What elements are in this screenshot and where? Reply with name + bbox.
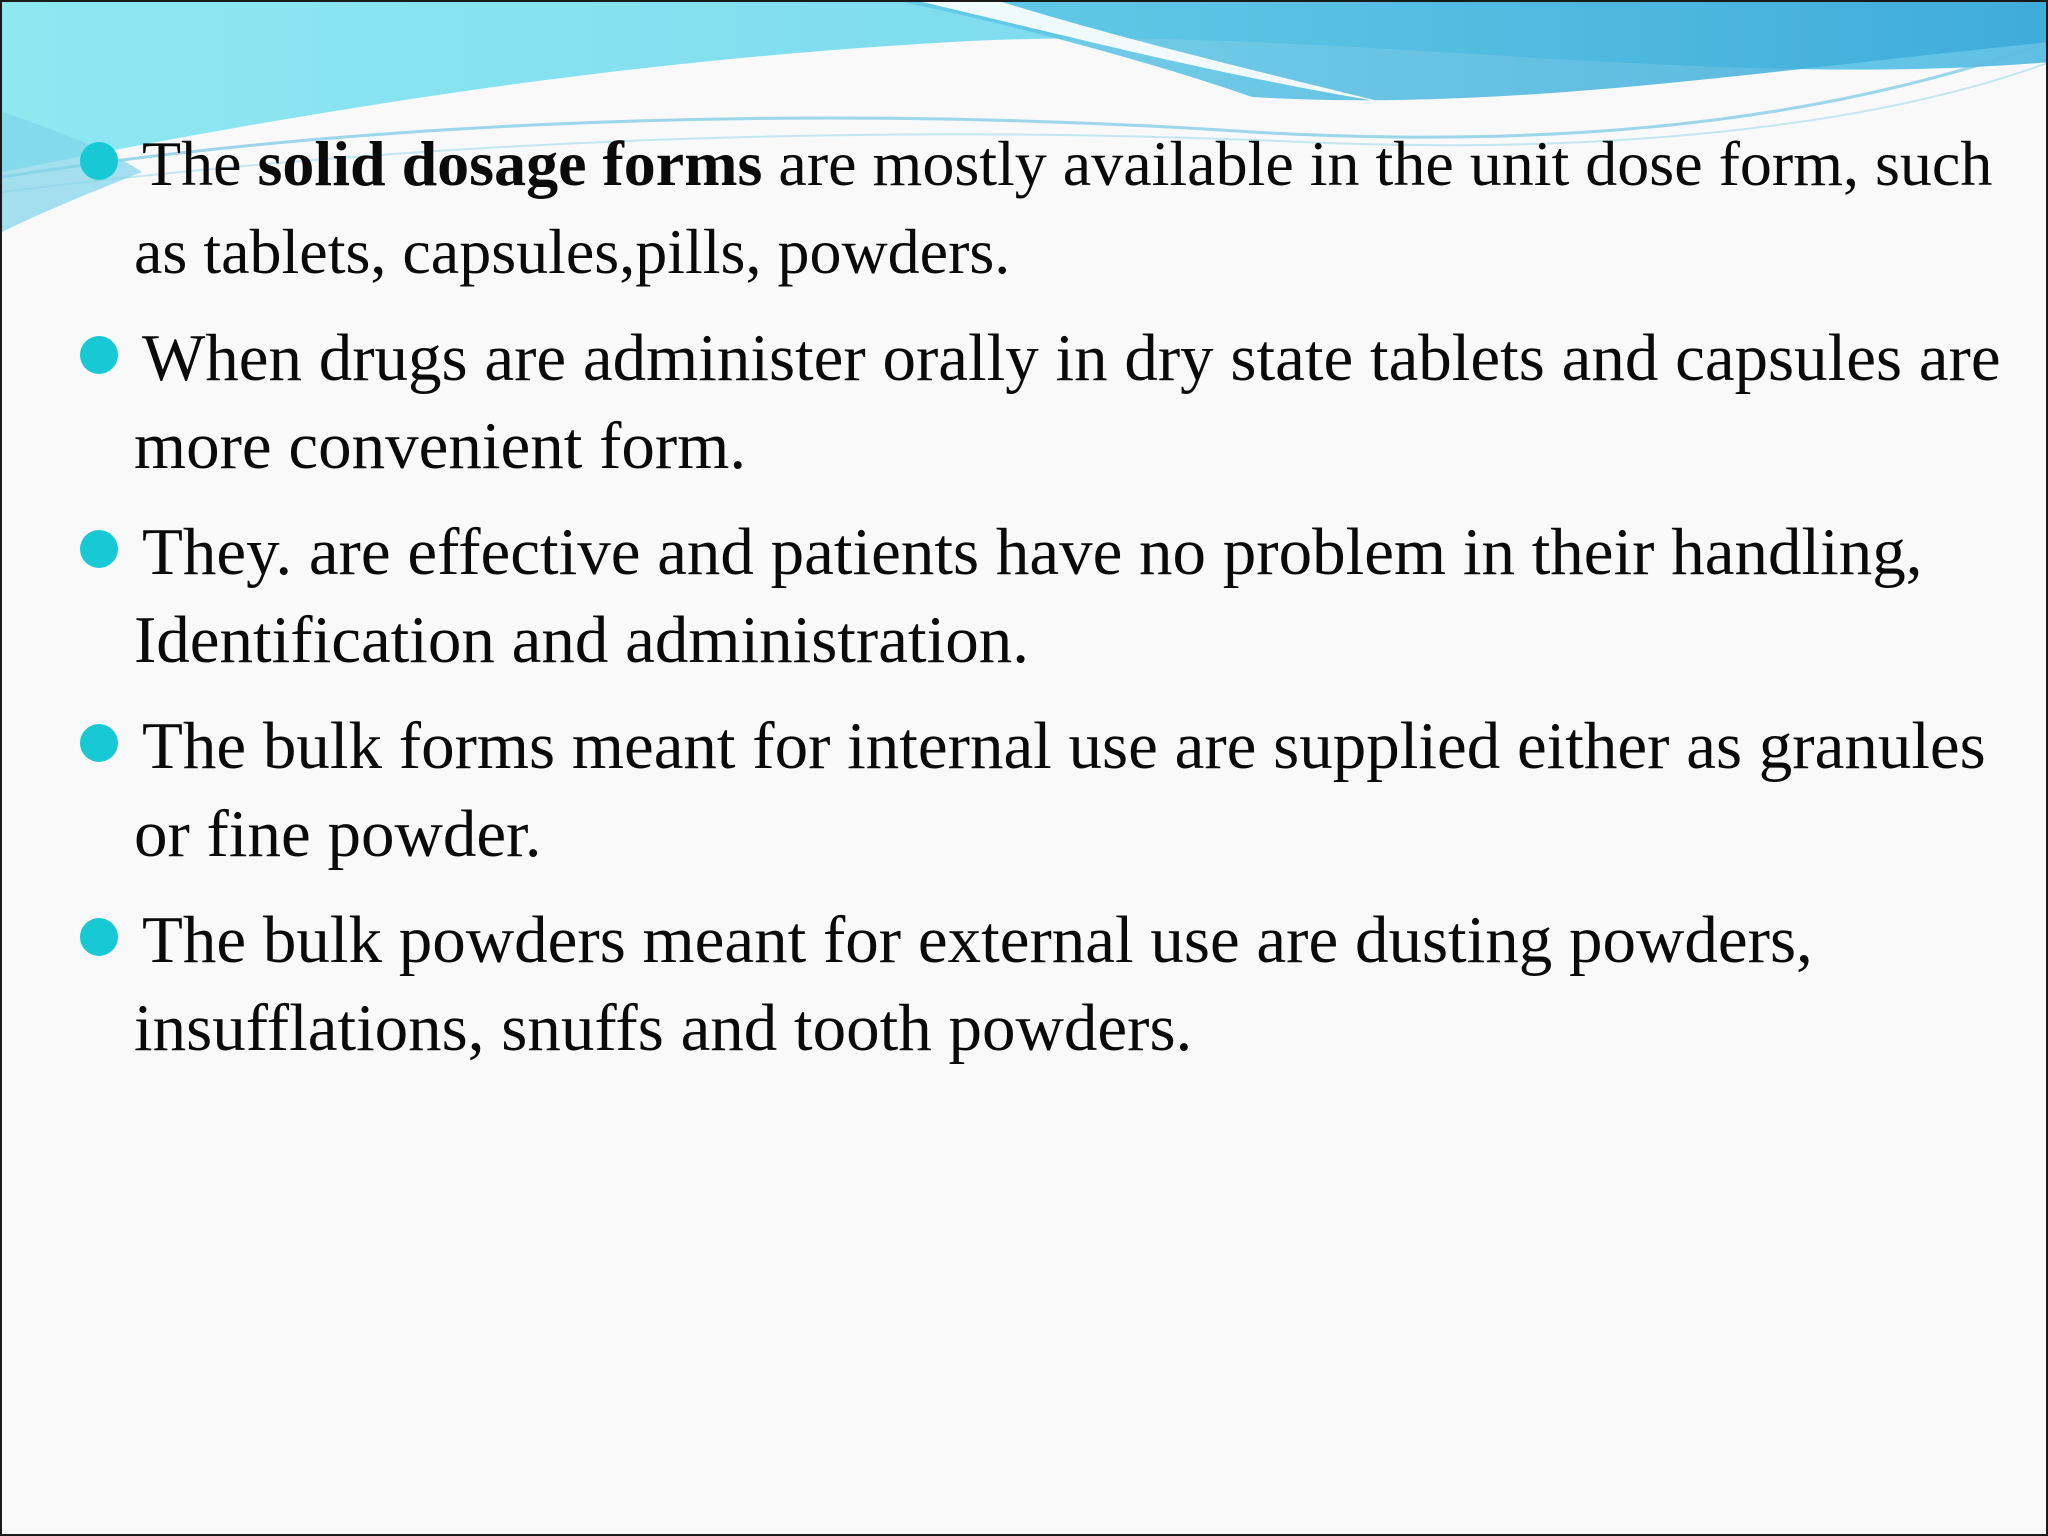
bullet-dot-icon	[80, 724, 118, 762]
bullet-text-pre: The	[142, 128, 258, 199]
bullet-list	[72, 120, 2022, 1090]
bullet-item	[72, 702, 2022, 878]
wave-right-band	[902, 2, 2048, 100]
bullet-dot-icon	[80, 336, 118, 374]
bullet-item	[72, 508, 2022, 684]
bullet-text-post: are mostly available in the unit dose form, such as tablets, capsules,pills, powders.	[134, 128, 1993, 287]
bullet-text: The bulk powders meant for external use are dusting powders, insufflations, snuffs and tooth powders.	[134, 903, 1813, 1065]
bullet-dot-icon	[80, 918, 118, 956]
bullet-text	[134, 120, 2022, 296]
bullet-text-bold: solid dosage forms	[257, 128, 763, 199]
bullet-item	[72, 896, 2022, 1072]
bullet-item	[72, 120, 2022, 296]
bullet-dot-icon	[80, 530, 118, 568]
bullet-item	[72, 314, 2022, 490]
bullet-dot-icon	[80, 142, 118, 180]
bullet-text: They. are effective and patients have no problem in their handling, Identification and administration.	[134, 515, 1923, 677]
bullet-text: When drugs are administer orally in dry state tablets and capsules are more convenient form.	[134, 321, 2001, 483]
bullet-text: The bulk forms meant for internal use are supplied either as granules or fine powder.	[134, 709, 1986, 871]
